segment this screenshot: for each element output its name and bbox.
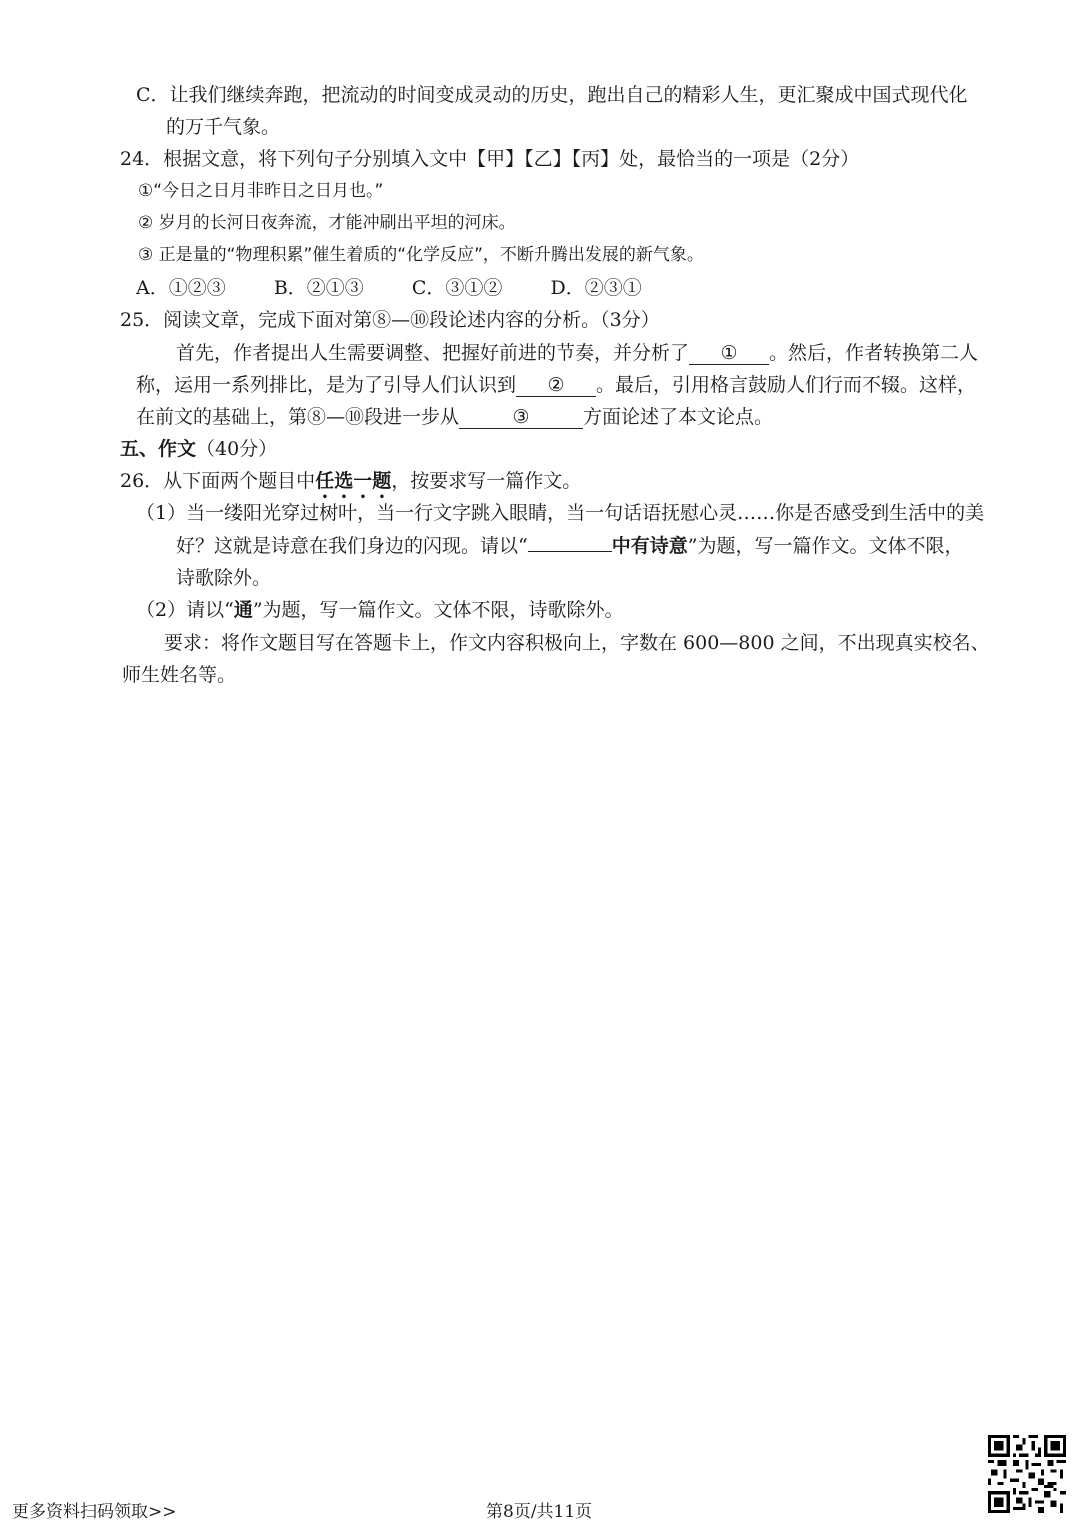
- title-bold: 中有诗意: [611, 535, 688, 557]
- q24-option-c: C．③①②: [411, 277, 503, 299]
- q24-sentence-1: ①“今日之日月非昨日之日月也。”: [138, 181, 384, 201]
- q24-sentence-2: ② 岁月的长河日夜奔流，才能冲刷出平坦的河床。: [138, 213, 516, 233]
- q25-text: 首先，作者提出人生需要调整、把握好前进的节奏，并分析了: [176, 342, 690, 364]
- q26-text: ，按要求写一篇作文。: [391, 470, 582, 492]
- q26-topic1-line3: 诗歌除外。: [176, 567, 272, 589]
- q25-text: 方面论述了本文论点。: [583, 406, 774, 428]
- q25-text: 在前文的基础上，第⑧—⑩段进一步从: [136, 406, 460, 428]
- q26-text: ”为题，写一篇作文。文体不限，诗歌除外。: [252, 599, 624, 621]
- title-blank: [528, 551, 612, 552]
- q24-options: [136, 275, 642, 301]
- title-bold-tong: 通: [233, 599, 253, 621]
- footer-promo-text: 更多资料扫码领取>>: [12, 1502, 177, 1522]
- q24-option-b: B．②①③: [273, 277, 364, 299]
- q24-option-d: D．②③①: [550, 277, 642, 299]
- q25-text: 。然后，作者转换第二人: [769, 342, 979, 364]
- q26-text: 26．从下面两个题目中: [120, 470, 316, 492]
- section-points: （40分）: [196, 438, 278, 460]
- q25-para-line3: [136, 404, 773, 430]
- q23-option-c-line1: C．让我们继续奔跑，把流动的时间变成灵动的历史，跑出自己的精彩人生，更汇聚成中国式现代化: [136, 84, 968, 106]
- q24-stem: 24．根据文意，将下列句子分别填入文中【甲】【乙】【丙】处，最恰当的一项是（2分）: [120, 148, 860, 170]
- blank-3: ③: [459, 406, 583, 429]
- q25-stem: 25．阅读文章，完成下面对第⑧—⑩段论述内容的分析。（3分）: [120, 309, 660, 331]
- q26-stem: [120, 468, 581, 503]
- emphasis-choose-one: 任选一题: [315, 470, 392, 492]
- q26-requirements-line2: 师生姓名等。: [122, 664, 237, 686]
- q24-sentence-3: ③ 正是量的“物理积累”催生着质的“化学反应”，不断升腾出发展的新气象。: [138, 245, 704, 265]
- q26-requirements-line1: 要求：将作文题目写在答题卡上，作文内容积极向上，字数在 600—800 之间，不出现真实校名、: [164, 632, 990, 654]
- q25-para-line1: [176, 340, 978, 366]
- q25-text: 称，运用一系列排比，是为了引导人们认识到: [136, 374, 517, 396]
- section-title: 五、作文: [120, 438, 197, 460]
- q23-option-c-line2: 的万千气象。: [166, 116, 281, 138]
- q26-topic1-line1: （1）当一缕阳光穿过树叶，当一行文字跳入眼睛，当一句话语抚慰心灵……你是否感受到生活中的美: [136, 502, 985, 524]
- q25-para-line2: [136, 372, 976, 398]
- q26-topic1-line2: [176, 533, 963, 559]
- q26-topic2: [136, 597, 624, 623]
- q26-text: ”为题，写一篇作文。文体不限，: [687, 535, 964, 557]
- q26-text: （2）请以“: [136, 599, 234, 621]
- q25-text: 。最后，引用格言鼓励人们行而不辍。这样，: [596, 374, 977, 396]
- blank-1: ①: [689, 342, 769, 365]
- qr-code-icon: [988, 1435, 1066, 1513]
- q24-option-a: A．①②③: [136, 277, 226, 299]
- section-5-heading: [120, 436, 277, 462]
- q26-text: 好？这就是诗意在我们身边的闪现。请以“: [176, 535, 528, 557]
- page-number: 第8页/共11页: [486, 1502, 593, 1522]
- blank-2: ②: [516, 374, 596, 397]
